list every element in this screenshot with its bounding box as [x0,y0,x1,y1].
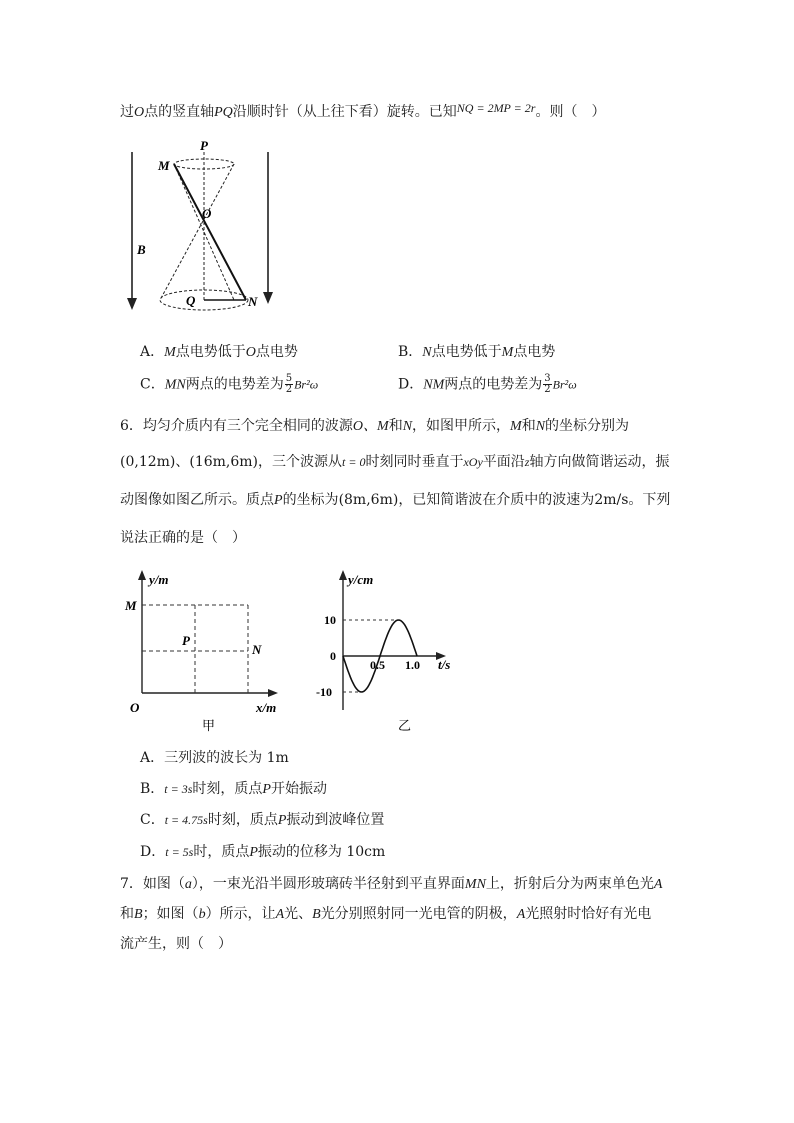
jia-N: N [252,642,262,657]
yi-ylabel: y/cm [348,572,374,587]
yi-tick-10s: 1.0 [405,658,420,672]
q5-option-c[interactable]: C．MN两点的电势差为 $\frac{5}{2}$ Br²ω [140,373,319,395]
q5-option-b[interactable]: B．N点电势低于M点电势 [398,344,556,360]
q6-stem-line-3: 动图像如图乙所示。质点P的坐标为(8m,6m)，已知简谐波在介质中的波速为2m/s。下列 [120,492,671,508]
label-B: B [137,242,146,257]
label-Q: Q [186,293,196,308]
q7-stem-line-1: 7．如图（a），一束光沿半圆形玻璃砖半径射到平直界面MN上，折射后分为两束单色光A [120,876,663,892]
jia-P: P [182,633,190,648]
jia-M: M [125,598,137,613]
jia-ylabel: y/m [149,572,169,587]
q5-option-a[interactable]: A．M点电势低于O点电势 [140,344,298,360]
q6-option-b[interactable]: B．t = 3s时刻，质点P开始振动 [140,781,327,797]
label-P: P [200,138,208,153]
q6-option-c[interactable]: C．t = 4.75s时刻，质点P振动到波峰位置 [140,812,385,828]
q7-stem-line-2: 和B；如图（b）所示，让A光、B光分别照射同一光电管的阴极，A光照射时恰好有光电 [120,906,652,922]
figure-yi [310,568,460,738]
q7-stem-line-3: 流产生，则（ ） [120,936,232,952]
jia-xlabel: x/m [256,700,277,715]
q5-stem-line: 过O点的竖直轴PQ沿顺时针（从上往下看）旋转。已知NQ = 2MP = 2r。则（ ） [120,101,606,120]
cone-rotation-figure [120,140,280,320]
q5-option-d[interactable]: D．NM两点的电势差为 $\frac{3}{2}$ Br²ω [398,373,577,395]
label-O: O [202,206,212,221]
jia-O: O [130,700,140,715]
yi-caption: 乙 [398,718,412,733]
q6-option-d[interactable]: D．t = 5s时，质点P振动的位移为 10cm [140,844,386,860]
label-M: M [158,158,170,173]
yi-tick-10: 10 [324,613,336,627]
q6-stem-line-1: 6．均匀介质内有三个完全相同的波源O、M和N，如图甲所示，M和N的坐标分别为 [120,418,630,434]
yi-tick-neg10: -10 [316,685,332,699]
jia-caption: 甲 [202,718,216,733]
q6-stem-line-2: (0,12m)、(16m,6m)，三个波源从t = 0时刻同时垂直于xOy平面沿z轴方向做简谐运动，振 [120,454,670,470]
yi-tick-05: 0.5 [370,658,385,672]
label-N: N [248,294,258,309]
q6-option-a[interactable]: A．三列波的波长为 1m [140,750,289,766]
figure-jia [122,568,292,738]
yi-tick-0: 0 [330,649,336,663]
q6-stem-line-4: 说法正确的是（ ） [120,530,246,546]
yi-xlabel: t/s [438,657,451,672]
